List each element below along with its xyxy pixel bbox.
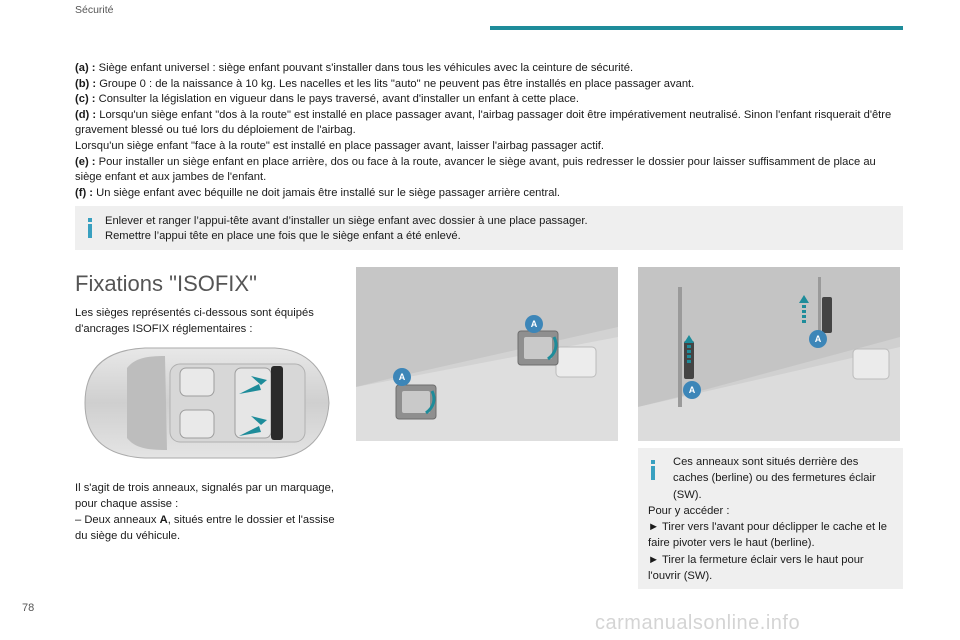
info-box-step: ► Tirer la fermeture éclair vers le haut pour l'ouvrir (SW). (648, 553, 864, 583)
note-f: (f) : Un siège enfant avec béquille ne doit jamais être installé sur le siège passager arrière central. (75, 186, 561, 199)
info-box-headrest (75, 206, 903, 250)
header-accent-bar (490, 26, 903, 30)
section-description: Il s'agit de trois anneaux, signalés par un marquage, pour chaque assise : – Deux anneaux A, situés entre le dossier et l'assise du siège du véhicule. (75, 482, 335, 542)
isofix-sw-photo (638, 267, 900, 441)
info-box-line: Ces anneaux sont situés derrière des caches (berline) ou des fermetures éclair (SW). (673, 456, 876, 501)
info-icon (88, 218, 92, 238)
note-e: (e) : Pour installer un siège enfant en place arrière, dos ou face à la route, avancer le siège avant, puis redresser le dossier pour laisser suffisamment de place au siège enfant et aux jambes de l'enfant. (75, 155, 876, 184)
info-box-line: Remettre l’appui tête en place une fois que le siège enfant a été enlevé. (105, 229, 461, 242)
marker-a: A (688, 385, 696, 395)
watermark: carmanualsonline.info (595, 612, 801, 634)
notes-block (75, 61, 903, 201)
car-top-view-illustration (75, 338, 333, 468)
note-b: (b) : Groupe 0 : de la naissance à 10 kg. Les nacelles et les lits "auto" ne peuvent pas être installés en place passager avant. (75, 77, 695, 90)
info-box-line: Pour y accéder : (648, 504, 730, 517)
info-box-line: Enlever et ranger l’appui-tête avant d’installer un siège enfant avec dossier à une place passager. (105, 215, 588, 227)
header-section-label: Sécurité (75, 4, 114, 16)
note-d: (d) : Lorsqu'un siège enfant "dos à la route" est installé en place passager avant, l'airbag passager doit être impérativement neutralisé. Sinon l'enfant risquerait d'être gravement blessé ou tué lors du déploiement de l'airbag. (75, 108, 892, 137)
marker-a: A (814, 334, 822, 344)
note-c: (c) : Consulter la législation en vigueur dans le pays traversé, avant d'installer un enfant à cette place. (75, 93, 579, 106)
marker-a: A (530, 319, 538, 329)
note-d-continued: Lorsqu'un siège enfant "face à la route" est installé en place passager avant, laisser l'airbag passager actif. (75, 139, 605, 152)
note-a: (a) : Siège enfant universel : siège enfant pouvant s'installer dans tous les véhicules avec la ceinture de sécurité. (75, 62, 634, 74)
info-box-access (638, 448, 903, 589)
isofix-berline-photo (356, 267, 618, 441)
marker-a: A (398, 372, 406, 382)
section-title: Fixations "ISOFIX" (75, 271, 257, 296)
section-intro: Les sièges représentés ci-dessous sont équipés d'ancrages ISOFIX réglementaires : (75, 307, 314, 335)
info-box-step: ► Tirer vers l'avant pour déclipper le cache et le faire pivoter vers le haut (berline). (648, 521, 887, 550)
page-number: 78 (22, 602, 35, 614)
